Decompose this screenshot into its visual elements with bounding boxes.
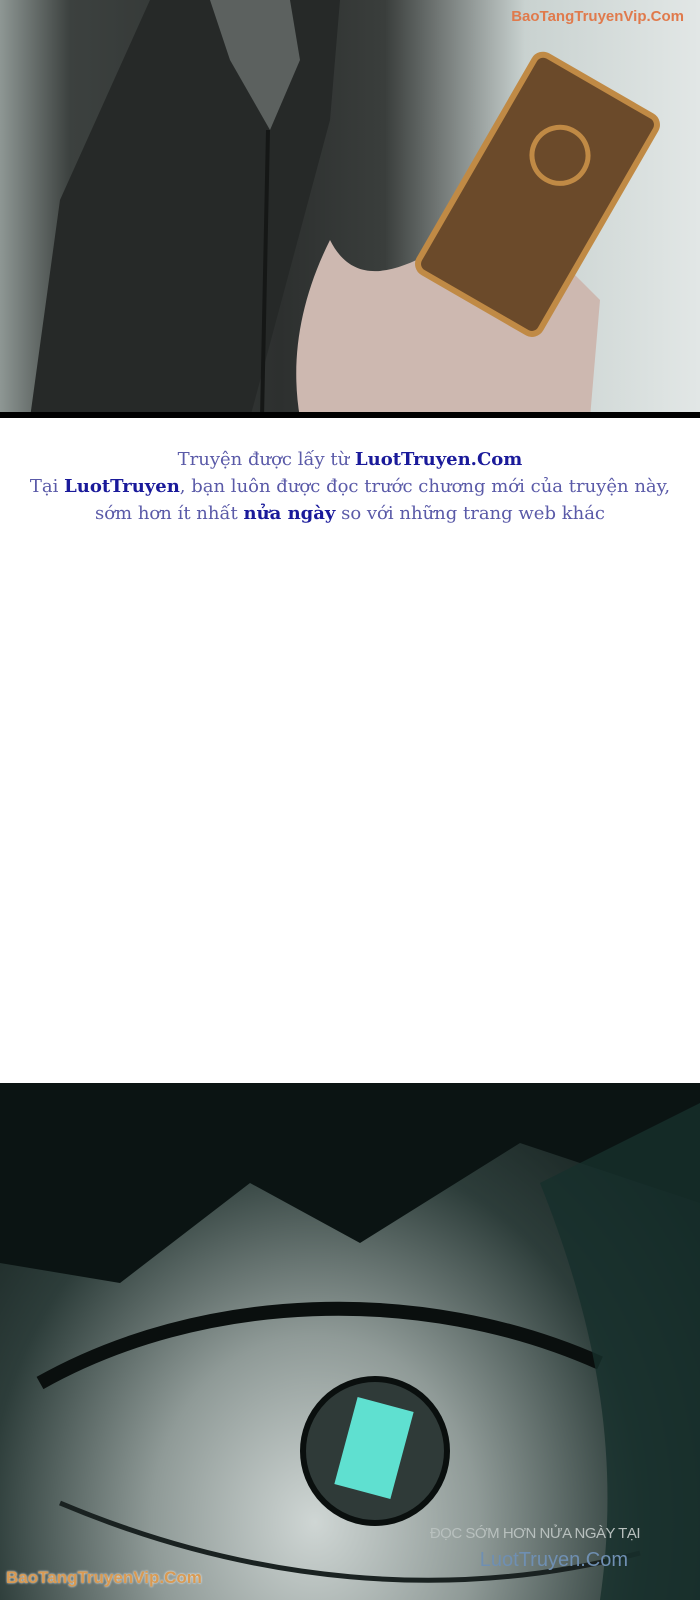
promo-text: ĐỌC SỚM HƠN NỬA NGÀY TẠI <box>429 1525 640 1542</box>
promo-site: LuotTruyen.Com <box>479 1549 628 1571</box>
watermark: BaoTangTruyenVip.Com <box>511 8 684 25</box>
notice-line-1: Truyện được lấy từ LuotTruyen.Com <box>177 449 523 470</box>
site-link[interactable]: LuotTruyen.Com <box>354 449 523 470</box>
source-notice <box>0 446 700 527</box>
notice-line-3: sớm hơn ít nhất nửa ngày so với những trang web khác <box>94 503 606 524</box>
notice-line-2: Tại LuotTruyen, bạn luôn được đọc trước chương mới của truyện này, <box>29 476 671 497</box>
watermark: BaoTangTruyenVip.Com <box>6 1568 202 1587</box>
manga-panel-hand-phone <box>0 0 700 418</box>
panel-artwork <box>0 0 700 418</box>
manga-panel-eye-closeup <box>0 1083 700 1600</box>
panel-artwork <box>0 1083 700 1600</box>
